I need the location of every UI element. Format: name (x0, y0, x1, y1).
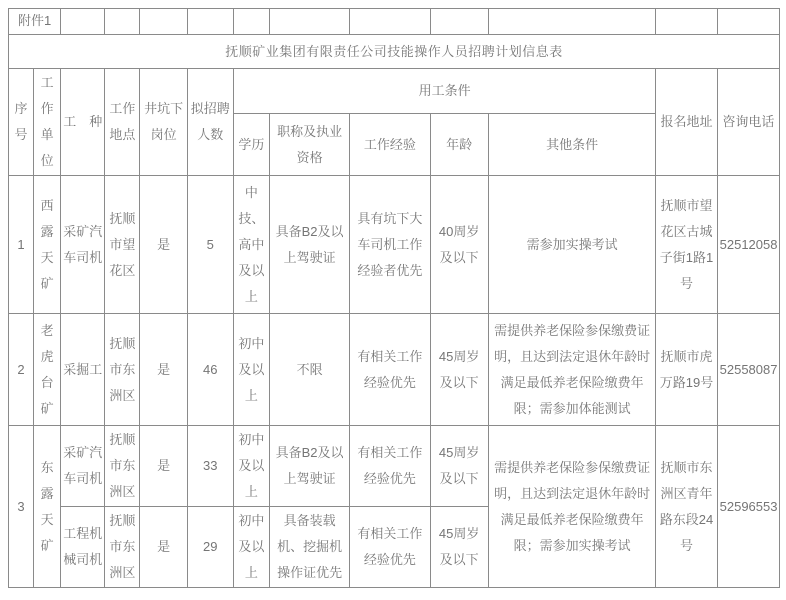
header-other-conditions: 其他条件 (488, 114, 656, 176)
attachment-empty-cell (350, 9, 430, 35)
cell-headcount: 33 (187, 426, 233, 507)
header-seq: 序号 (9, 69, 34, 176)
cell-underground: 是 (140, 426, 187, 507)
cell-education: 中技、高中及以上 (233, 176, 269, 314)
cell-phone: 52512058 (717, 176, 779, 314)
title-row (9, 35, 780, 69)
table-title: 抚顺矿业集团有限责任公司技能操作人员招聘计划信息表 (9, 35, 780, 69)
cell-work-location: 抚顺市东洲区 (105, 426, 140, 507)
cell-qualification: 具备B2及以上驾驶证 (269, 176, 349, 314)
cell-other-conditions: 需提供养老保险参保缴费证明，且达到法定退休年龄时满足最低养老保险缴费年限；需参加实操考试 (488, 426, 656, 588)
cell-job-type: 工程机械司机 (61, 507, 105, 588)
cell-qualification: 具备B2及以上驾驶证 (269, 426, 349, 507)
attachment-empty-cell (187, 9, 233, 35)
cell-phone: 52558087 (717, 314, 779, 426)
cell-experience: 有相关工作经验优先 (350, 507, 430, 588)
header-work-unit: 工作单位 (34, 69, 61, 176)
attachment-label-cell: 附件1 (9, 9, 61, 35)
attachment-empty-cell (269, 9, 349, 35)
header-underground-position: 井坑下岗位 (140, 69, 187, 176)
cell-other-conditions: 需提供养老保险参保缴费证明，且达到法定退休年龄时满足最低养老保险缴费年限；需参加体能测试 (488, 314, 656, 426)
cell-address: 抚顺市东洲区青年路东段24号 (656, 426, 717, 588)
cell-education: 初中及以上 (233, 426, 269, 507)
attachment-empty-cell (488, 9, 656, 35)
table-row (9, 426, 780, 507)
recruitment-table (8, 8, 780, 588)
cell-education: 初中及以上 (233, 507, 269, 588)
cell-underground: 是 (140, 176, 187, 314)
header-phone: 咨询电话 (717, 69, 779, 176)
cell-work-location: 抚顺市东洲区 (105, 507, 140, 588)
header-work-location: 工作地点 (105, 69, 140, 176)
cell-qualification: 不限 (269, 314, 349, 426)
cell-headcount: 5 (187, 176, 233, 314)
attachment-empty-cell (140, 9, 187, 35)
cell-seq: 1 (9, 176, 34, 314)
table-row (9, 176, 780, 314)
cell-job-type: 采掘工 (61, 314, 105, 426)
cell-age: 45周岁及以下 (430, 426, 488, 507)
header-education: 学历 (233, 114, 269, 176)
attachment-empty-cell (656, 9, 717, 35)
attachment-empty-cell (717, 9, 779, 35)
header-employment-conditions: 用工条件 (233, 69, 656, 114)
cell-work-location: 抚顺市东洲区 (105, 314, 140, 426)
cell-qualification: 具备装载机、挖掘机操作证优先 (269, 507, 349, 588)
attachment-empty-cell (105, 9, 140, 35)
cell-job-type: 采矿汽车司机 (61, 426, 105, 507)
attachment-empty-cell (233, 9, 269, 35)
cell-age: 40周岁及以下 (430, 176, 488, 314)
cell-address: 抚顺市望花区古城子街1路1号 (656, 176, 717, 314)
cell-other-conditions: 需参加实操考试 (488, 176, 656, 314)
cell-underground: 是 (140, 314, 187, 426)
cell-work-location: 抚顺市望花区 (105, 176, 140, 314)
cell-work-unit: 东露天矿 (34, 426, 61, 588)
cell-work-unit: 老虎台矿 (34, 314, 61, 426)
cell-seq: 3 (9, 426, 34, 588)
cell-education: 初中及以上 (233, 314, 269, 426)
attachment-row (9, 9, 780, 35)
header-age: 年龄 (430, 114, 488, 176)
cell-seq: 2 (9, 314, 34, 426)
attachment-empty-cell (430, 9, 488, 35)
cell-job-type: 采矿汽车司机 (61, 176, 105, 314)
cell-address: 抚顺市虎万路19号 (656, 314, 717, 426)
header-planned-headcount: 拟招聘人数 (187, 69, 233, 176)
table-row (9, 314, 780, 426)
header-registration-address: 报名地址 (656, 69, 717, 176)
attachment-empty-cell (61, 9, 105, 35)
cell-experience: 有相关工作经验优先 (350, 314, 430, 426)
cell-work-unit: 西露天矿 (34, 176, 61, 314)
header-row-1 (9, 69, 780, 114)
cell-age: 45周岁及以下 (430, 314, 488, 426)
cell-underground: 是 (140, 507, 187, 588)
header-job-type: 工 种 (61, 69, 105, 176)
cell-experience: 有相关工作经验优先 (350, 426, 430, 507)
cell-experience: 具有坑下大车司机工作经验者优先 (350, 176, 430, 314)
header-qualification: 职称及执业资格 (269, 114, 349, 176)
cell-phone: 52596553 (717, 426, 779, 588)
header-work-experience: 工作经验 (350, 114, 430, 176)
cell-age: 45周岁及以下 (430, 507, 488, 588)
cell-headcount: 46 (187, 314, 233, 426)
cell-headcount: 29 (187, 507, 233, 588)
